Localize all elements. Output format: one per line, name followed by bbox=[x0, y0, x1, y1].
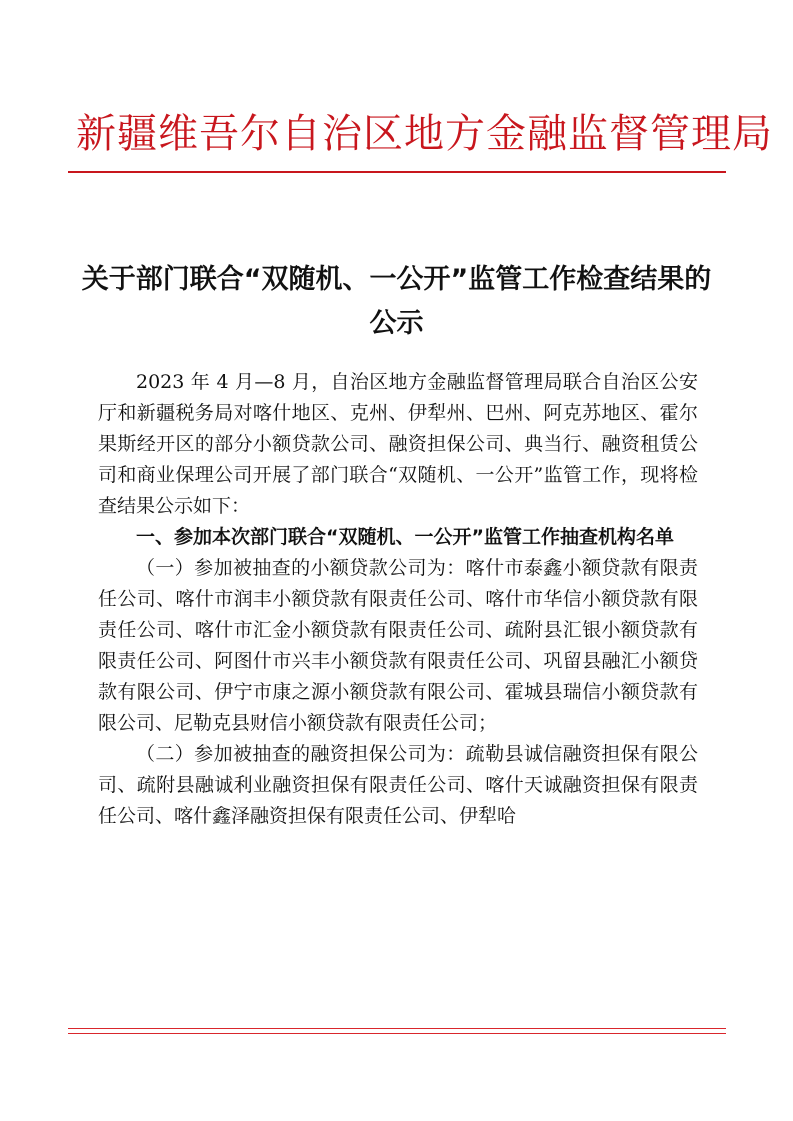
masthead-divider bbox=[68, 171, 726, 173]
document-body bbox=[98, 367, 698, 832]
sub-item-label: （一）参加被抽查的小额贷款公司为： bbox=[136, 557, 466, 579]
sub-item-text: 疏勒县诚信融资担保有限公司、疏附县融诚利业融资担保有限责任公司、喀什天诚融资担保有限责任公司、喀什鑫泽融资担保有限责任公司、伊犁哈 bbox=[98, 743, 698, 827]
section-heading: 一、参加本次部门联合“双随机、一公开”监管工作抽查机构名单 bbox=[136, 526, 674, 548]
sub-item-text: 喀什市泰鑫小额贷款有限责任公司、喀什市润丰小额贷款有限责任公司、喀什市华信小额贷款有限责任公司、喀什市汇金小额贷款有限责任公司、疏附县汇银小额贷款有限责任公司、阿图什市兴丰小额贷款有限责任公司、巩留县融汇小额贷款有限公司、伊宁市康之源小额贷款有限公司、霍城县瑞信小额贷款有限公司、尼勒克县财信小额贷款有限责任公司； bbox=[98, 557, 698, 734]
sub-item-label: （二）参加被抽查的融资担保公司为： bbox=[136, 743, 466, 765]
footer-divider-thin bbox=[68, 1033, 726, 1034]
footer-divider bbox=[68, 1028, 726, 1029]
intro-paragraph: 2023 年 4 月—8 月，自治区地方金融监督管理局联合自治区公安厅和新疆税务局对喀什地区、克州、伊犁州、巴州、阿克苏地区、霍尔果斯经开区的部分小额贷款公司、融资担保公司、典当行、融资租赁公司和商业保理公司开展了部门联合“双随机、一公开”监管工作，现将检查结果公示如下： bbox=[98, 371, 698, 517]
agency-masthead: 新疆维吾尔自治区地方金融监督管理局 bbox=[76, 111, 773, 157]
sub-item-paragraph bbox=[98, 739, 698, 832]
sub-item-paragraph bbox=[98, 553, 698, 739]
document-title: 关于部门联合“双随机、一公开”监管工作检查结果的公示 bbox=[81, 264, 712, 339]
